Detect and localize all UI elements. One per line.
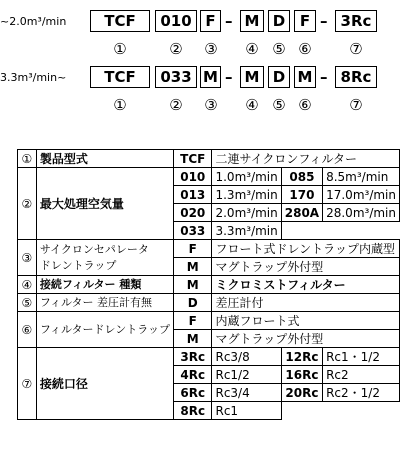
position-numbers-1	[0, 40, 400, 58]
code-segment-port: 8Rc	[335, 66, 377, 88]
option-code: 4Rc	[174, 366, 212, 384]
position-number: ⑦	[349, 96, 363, 114]
table-row	[18, 294, 400, 312]
category-label	[36, 240, 173, 276]
category-label: フィルター 差圧計有無	[36, 294, 173, 312]
table-row	[18, 312, 400, 330]
option-code: 085	[281, 168, 322, 186]
code-dash: –	[320, 12, 328, 30]
option-code: 16Rc	[281, 366, 322, 384]
position-number: ①	[113, 96, 127, 114]
option-code: 020	[174, 204, 212, 222]
category-label: 最大処理空気量	[36, 168, 173, 240]
option-code: 013	[174, 186, 212, 204]
row-number: ⑥	[18, 312, 37, 348]
code-segment-drain: F	[294, 10, 316, 32]
spec-table	[17, 149, 400, 420]
option-value: Rc1/2	[212, 366, 281, 384]
position-number: ④	[245, 96, 259, 114]
option-description: 内蔵フロート式	[212, 312, 400, 330]
option-description: 二連サイクロンフィルター	[212, 150, 400, 168]
row-number: ③	[18, 240, 37, 276]
option-description: フロート式ドレントラップ内蔵型	[212, 240, 400, 258]
option-code: M	[174, 330, 212, 348]
model-code-row-2	[0, 64, 400, 92]
option-value: 1.0m³/min	[212, 168, 281, 186]
option-code: 033	[174, 222, 212, 240]
code-segment-drain: M	[294, 66, 316, 88]
empty-cell	[281, 222, 399, 240]
code-dash: –	[225, 12, 233, 30]
flow-range-label: ~2.0m³/min	[0, 15, 67, 28]
option-value: Rc3/4	[212, 384, 281, 402]
option-value: 1.3m³/min	[212, 186, 281, 204]
row-number: ⑤	[18, 294, 37, 312]
option-code: M	[174, 258, 212, 276]
option-description: 差圧計付	[212, 294, 400, 312]
option-code: M	[174, 276, 212, 294]
code-segment-product: TCF	[90, 66, 150, 88]
option-description: ミクロミストフィルター	[212, 276, 400, 294]
category-label: 接続口径	[36, 348, 173, 420]
position-numbers-2	[0, 96, 400, 114]
option-value: 2.0m³/min	[212, 204, 281, 222]
category-label: フィルタードレントラップ	[36, 312, 173, 348]
option-code: 010	[174, 168, 212, 186]
option-value: Rc2・1/2	[323, 384, 400, 402]
code-segment-flow: 033	[155, 66, 197, 88]
position-number: ⑤	[272, 96, 286, 114]
option-value: 8.5m³/min	[323, 168, 400, 186]
option-value: Rc3/8	[212, 348, 281, 366]
table-row	[18, 276, 400, 294]
flow-range-label: 3.3m³/min~	[0, 71, 67, 84]
option-value: Rc2	[323, 366, 400, 384]
table-row	[18, 168, 400, 186]
option-code: 6Rc	[174, 384, 212, 402]
position-number: ②	[169, 40, 183, 58]
position-number: ④	[245, 40, 259, 58]
table-row	[18, 150, 400, 168]
position-number: ③	[204, 40, 218, 58]
code-segment-separator: F	[200, 10, 221, 32]
option-description: マグトラップ外付型	[212, 258, 400, 276]
option-value: Rc1	[212, 402, 281, 420]
position-number: ①	[113, 40, 127, 58]
code-segment-filter: M	[240, 10, 264, 32]
code-segment-flow: 010	[155, 10, 197, 32]
position-number: ⑥	[298, 96, 312, 114]
option-code: D	[174, 294, 212, 312]
option-value: Rc1・1/2	[323, 348, 400, 366]
option-code: 20Rc	[281, 384, 322, 402]
table-row	[18, 240, 400, 258]
code-segment-product: TCF	[90, 10, 150, 32]
option-code: F	[174, 240, 212, 258]
category-label: 接続フィルター 種類	[36, 276, 173, 294]
empty-cell	[281, 402, 399, 420]
position-number: ②	[169, 96, 183, 114]
position-number: ⑦	[349, 40, 363, 58]
code-dash: –	[225, 68, 233, 86]
row-number: ①	[18, 150, 37, 168]
option-code: 3Rc	[174, 348, 212, 366]
option-value: 17.0m³/min	[323, 186, 400, 204]
code-segment-filter: M	[240, 66, 264, 88]
option-code: 280A	[281, 204, 322, 222]
option-code: 8Rc	[174, 402, 212, 420]
position-number: ③	[204, 96, 218, 114]
option-value: 3.3m³/min	[212, 222, 281, 240]
table-row	[18, 348, 400, 366]
code-segment-port: 3Rc	[335, 10, 377, 32]
option-code: 12Rc	[281, 348, 322, 366]
model-code-row-1	[0, 8, 400, 36]
position-number: ⑤	[272, 40, 286, 58]
category-label-line: サイクロンセパレータ	[39, 242, 149, 256]
option-code: 170	[281, 186, 322, 204]
position-number: ⑥	[298, 40, 312, 58]
row-number: ②	[18, 168, 37, 240]
code-dash: –	[320, 68, 328, 86]
option-value: 28.0m³/min	[323, 204, 400, 222]
row-number: ⑦	[18, 348, 37, 420]
option-description: マグトラップ外付型	[212, 330, 400, 348]
category-label: 製品型式	[36, 150, 173, 168]
row-number: ④	[18, 276, 37, 294]
category-label-line: ドレントラップ	[39, 258, 117, 272]
option-code: F	[174, 312, 212, 330]
code-segment-gauge: D	[268, 66, 290, 88]
code-segment-separator: M	[200, 66, 221, 88]
code-segment-gauge: D	[268, 10, 290, 32]
option-code: TCF	[174, 150, 212, 168]
